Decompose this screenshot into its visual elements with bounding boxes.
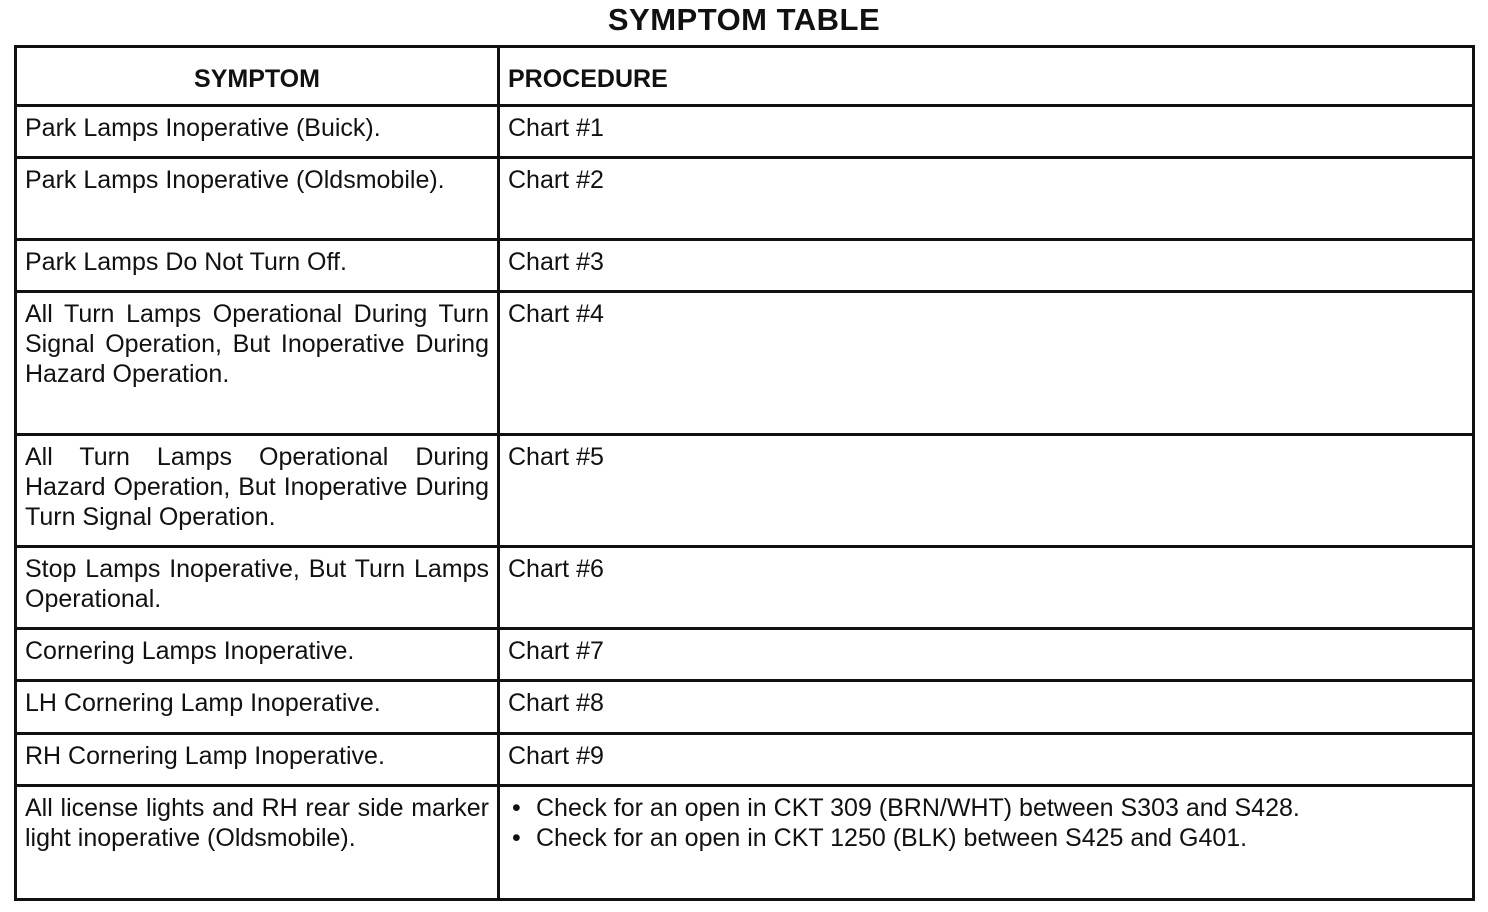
procedure-check-text: Check for an open in CKT 1250 (BLK) between S425 and G401.	[536, 823, 1248, 852]
table-row	[16, 681, 1474, 733]
list-item	[508, 823, 1464, 853]
symptom-cell: LH Cornering Lamp Inoperative.	[16, 681, 499, 733]
table-header-row	[16, 47, 1474, 106]
table-row	[16, 434, 1474, 546]
table-row	[16, 629, 1474, 681]
procedure-cell: Chart #2	[499, 158, 1474, 240]
procedure-cell: Chart #3	[499, 240, 1474, 292]
procedure-check-text: Check for an open in CKT 309 (BRN/WHT) between S303 and S428.	[536, 793, 1300, 822]
column-header-symptom: SYMPTOM	[16, 47, 499, 106]
bullet-icon: •	[512, 793, 521, 822]
symptom-cell: Stop Lamps Inoperative, But Turn Lamps Operational.	[16, 547, 499, 629]
symptom-cell: Cornering Lamps Inoperative.	[16, 629, 499, 681]
procedure-check-list	[508, 793, 1464, 853]
table-row	[16, 240, 1474, 292]
symptom-cell: RH Cornering Lamp Inoperative.	[16, 733, 499, 785]
procedure-cell: Chart #4	[499, 292, 1474, 434]
procedure-cell: Chart #9	[499, 733, 1474, 785]
procedure-cell: Chart #6	[499, 547, 1474, 629]
procedure-cell	[499, 785, 1474, 899]
procedure-cell: Chart #1	[499, 106, 1474, 158]
symptom-cell: All Turn Lamps Operational During Turn Signal Operation, But Inoperative During Hazard Operation.	[16, 292, 499, 434]
bullet-icon: •	[512, 823, 521, 852]
table-row	[16, 292, 1474, 434]
column-header-procedure: PROCEDURE	[499, 47, 1474, 106]
page-title: SYMPTOM TABLE	[607, 2, 881, 37]
symptom-table	[14, 45, 1475, 901]
symptom-cell: Park Lamps Inoperative (Oldsmobile).	[16, 158, 499, 240]
table-row	[16, 547, 1474, 629]
symptom-cell: All license lights and RH rear side marker light inoperative (Oldsmobile).	[16, 785, 499, 899]
table-row	[16, 106, 1474, 158]
list-item	[508, 793, 1464, 823]
table-row	[16, 785, 1474, 899]
symptom-cell: Park Lamps Inoperative (Buick).	[16, 106, 499, 158]
table-row	[16, 733, 1474, 785]
procedure-cell: Chart #7	[499, 629, 1474, 681]
symptom-cell: Park Lamps Do Not Turn Off.	[16, 240, 499, 292]
procedure-cell: Chart #8	[499, 681, 1474, 733]
table-row	[16, 158, 1474, 240]
procedure-cell: Chart #5	[499, 434, 1474, 546]
symptom-cell: All Turn Lamps Operational During Hazard Operation, But Inoperative During Turn Signal Operation.	[16, 434, 499, 546]
